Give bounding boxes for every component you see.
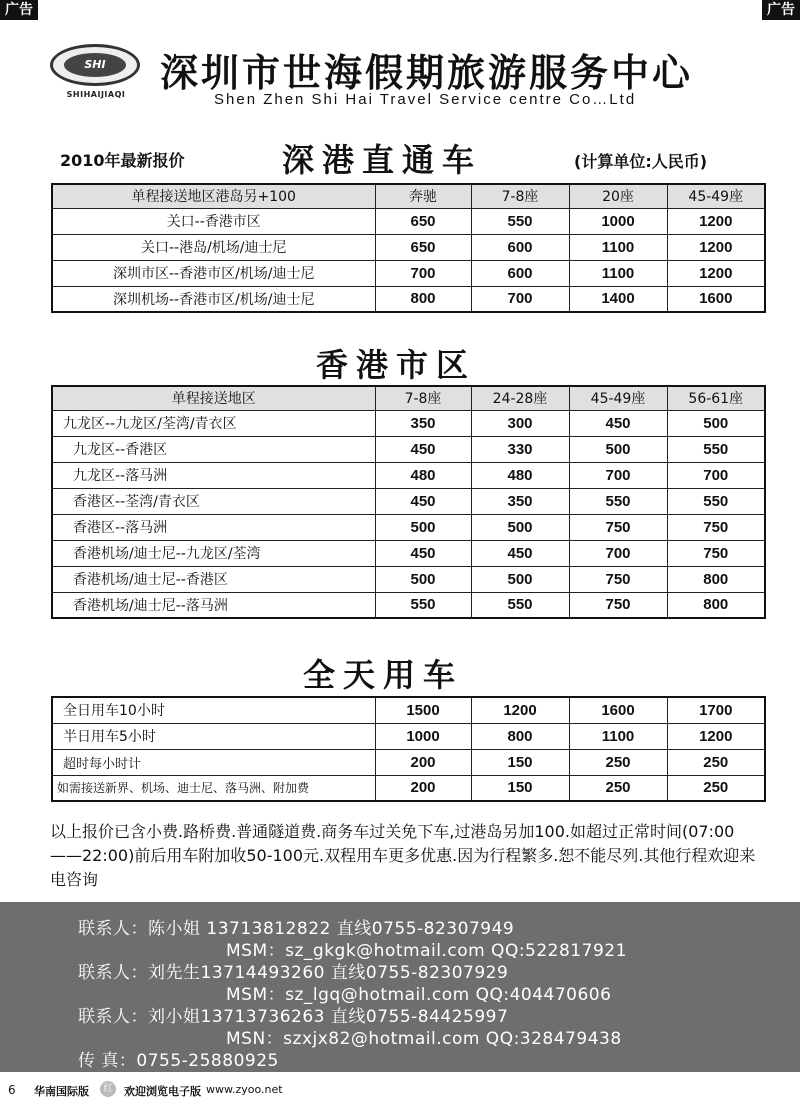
price-cell: 600 [471, 234, 569, 260]
price-cell: 1500 [375, 697, 471, 723]
ad-tag-left: 广告 [0, 0, 38, 20]
price-cell: 1200 [667, 723, 765, 749]
service-label: 如需接送新界、机场、迪士尼、落马洲、附加费 [52, 775, 375, 801]
publication-name: 华南国际版 [34, 1085, 89, 1098]
table-row [52, 286, 765, 312]
price-cell: 480 [471, 462, 569, 488]
price-cell: 450 [471, 540, 569, 566]
price-cell: 450 [375, 436, 471, 462]
contact-email-line: MSN：szxjx82@hotmail.com QQ:328479438 [226, 1029, 622, 1049]
table-row [52, 488, 765, 514]
table-row [52, 260, 765, 286]
price-cell: 750 [667, 514, 765, 540]
table-row [52, 208, 765, 234]
price-cell: 750 [569, 592, 667, 618]
service-label: 半日用车5小时 [52, 723, 375, 749]
price-cell: 250 [667, 775, 765, 801]
price-cell: 800 [667, 592, 765, 618]
table-row [52, 410, 765, 436]
price-cell: 500 [375, 566, 471, 592]
price-cell: 1200 [667, 208, 765, 234]
contact-email-line: MSM：sz_gkgk@hotmail.com QQ:522817921 [226, 941, 627, 961]
full-day-price-table [51, 696, 766, 802]
price-cell: 800 [375, 286, 471, 312]
route-label: 香港区--落马洲 [52, 514, 375, 540]
price-cell: 550 [569, 488, 667, 514]
column-header: 56-61座 [667, 386, 765, 410]
price-cell: 800 [667, 566, 765, 592]
column-header: 24-28座 [471, 386, 569, 410]
seal-icon: 红 [100, 1081, 116, 1097]
contact-line: 联系人：陈小姐 13713812822 直线0755-82307949 [78, 919, 515, 939]
price-cell: 550 [667, 488, 765, 514]
pricing-notes: 以上报价已含小费.路桥费.普通隧道费.商务车过关免下车,过港岛另加100.如超过正常时间(07:00——22:00)前后用车附加收50-100元.双程用车更多优惠.因为行程繁多.恕不能尽列.其他行程欢迎来电咨询 [50, 822, 756, 889]
company-logo [50, 44, 142, 100]
column-header: 奔驰 [375, 184, 471, 208]
route-label: 深圳机场--香港市区/机场/迪士尼 [52, 286, 375, 312]
price-cell: 550 [471, 208, 569, 234]
route-label: 香港机场/迪士尼--九龙区/荃湾 [52, 540, 375, 566]
ad-tag-right: 广告 [762, 0, 800, 20]
price-cell: 1200 [667, 234, 765, 260]
section-title-hk-city: 香港市区 [316, 346, 477, 384]
welcome-text: 欢迎浏览电子版 [124, 1085, 201, 1098]
price-cell: 1200 [471, 697, 569, 723]
company-name-en: Shen Zhen Shi Hai Travel Service centre Co…Ltd [214, 91, 637, 108]
price-cell: 500 [375, 514, 471, 540]
price-cell: 500 [667, 410, 765, 436]
price-cell: 700 [471, 286, 569, 312]
column-header: 7-8座 [471, 184, 569, 208]
table-header-row [52, 386, 765, 410]
table-row [52, 436, 765, 462]
price-cell: 450 [375, 540, 471, 566]
price-cell: 1000 [375, 723, 471, 749]
price-cell: 1700 [667, 697, 765, 723]
price-cell: 700 [569, 540, 667, 566]
route-label: 香港机场/迪士尼--香港区 [52, 566, 375, 592]
price-cell: 1200 [667, 260, 765, 286]
price-cell: 700 [667, 462, 765, 488]
page-number: 6 [8, 1083, 16, 1097]
price-cell: 350 [471, 488, 569, 514]
table-row [52, 697, 765, 723]
logo-emblem-text: SHI [64, 53, 126, 77]
price-cell: 800 [471, 723, 569, 749]
route-label: 关口--香港市区 [52, 208, 375, 234]
table-row [52, 234, 765, 260]
price-cell: 200 [375, 775, 471, 801]
price-cell: 250 [667, 749, 765, 775]
price-label: 2010年最新报价 [60, 151, 185, 170]
currency-unit-label: (计算单位:人民币) [574, 152, 708, 171]
route-label: 关口--港岛/机场/迪士尼 [52, 234, 375, 260]
price-cell: 150 [471, 749, 569, 775]
price-cell: 330 [471, 436, 569, 462]
price-cell: 750 [667, 540, 765, 566]
column-header: 45-49座 [667, 184, 765, 208]
price-cell: 1600 [667, 286, 765, 312]
price-cell: 450 [569, 410, 667, 436]
table-row [52, 749, 765, 775]
price-cell: 550 [471, 592, 569, 618]
route-label: 九龙区--香港区 [52, 436, 375, 462]
service-label: 超时每小时计 [52, 749, 375, 775]
route-label: 九龙区--九龙区/荃湾/青衣区 [52, 410, 375, 436]
table-header-row [52, 184, 765, 208]
price-cell: 700 [569, 462, 667, 488]
table-row [52, 592, 765, 618]
table-row [52, 462, 765, 488]
price-cell: 480 [375, 462, 471, 488]
price-cell: 750 [569, 514, 667, 540]
contact-panel [0, 902, 800, 1072]
column-header: 7-8座 [375, 386, 471, 410]
price-cell: 750 [569, 566, 667, 592]
price-cell: 650 [375, 234, 471, 260]
website-url: www.zyoo.net [206, 1083, 283, 1096]
price-cell: 450 [375, 488, 471, 514]
hk-city-price-table [51, 385, 766, 619]
logo-caption: SHIHAIJIAQI [66, 90, 126, 99]
price-cell: 1100 [569, 234, 667, 260]
table-row [52, 514, 765, 540]
column-header: 单程接送地区港岛另+100 [52, 184, 375, 208]
page-footer [0, 1080, 800, 1100]
price-cell: 300 [471, 410, 569, 436]
price-cell: 500 [569, 436, 667, 462]
column-header: 20座 [569, 184, 667, 208]
price-cell: 550 [667, 436, 765, 462]
route-label: 香港区--荃湾/青衣区 [52, 488, 375, 514]
logo-emblem [50, 44, 140, 86]
table-row [52, 540, 765, 566]
price-cell: 1100 [569, 723, 667, 749]
table-row [52, 723, 765, 749]
price-cell: 500 [471, 566, 569, 592]
price-cell: 1100 [569, 260, 667, 286]
price-cell: 1400 [569, 286, 667, 312]
price-cell: 500 [471, 514, 569, 540]
section-title-full-day: 全天用车 [303, 656, 464, 694]
price-cell: 700 [375, 260, 471, 286]
route-label: 九龙区--落马洲 [52, 462, 375, 488]
price-cell: 1600 [569, 697, 667, 723]
price-cell: 600 [471, 260, 569, 286]
price-cell: 1000 [569, 208, 667, 234]
table-row [52, 775, 765, 801]
table-row [52, 566, 765, 592]
column-header: 45-49座 [569, 386, 667, 410]
price-cell: 250 [569, 749, 667, 775]
column-header: 单程接送地区 [52, 386, 375, 410]
price-cell: 250 [569, 775, 667, 801]
price-cell: 350 [375, 410, 471, 436]
route-label: 深圳市区--香港市区/机场/迪士尼 [52, 260, 375, 286]
route-label: 香港机场/迪士尼--落马洲 [52, 592, 375, 618]
section-title-cross-border: 深港直通车 [282, 141, 483, 179]
price-cell: 650 [375, 208, 471, 234]
company-name-cn: 深圳市世海假期旅游服务中心 [160, 50, 694, 95]
fax-line: 传 真：0755-25880925 [78, 1051, 279, 1071]
price-cell: 150 [471, 775, 569, 801]
price-cell: 550 [375, 592, 471, 618]
cross-border-price-table [51, 183, 766, 313]
contact-email-line: MSM：sz_lgq@hotmail.com QQ:404470606 [226, 985, 612, 1005]
contact-line: 联系人：刘先生13714493260 直线0755-82307929 [78, 963, 509, 983]
price-cell: 200 [375, 749, 471, 775]
contact-line: 联系人：刘小姐13713736263 直线0755-84425997 [78, 1007, 509, 1027]
service-label: 全日用车10小时 [52, 697, 375, 723]
